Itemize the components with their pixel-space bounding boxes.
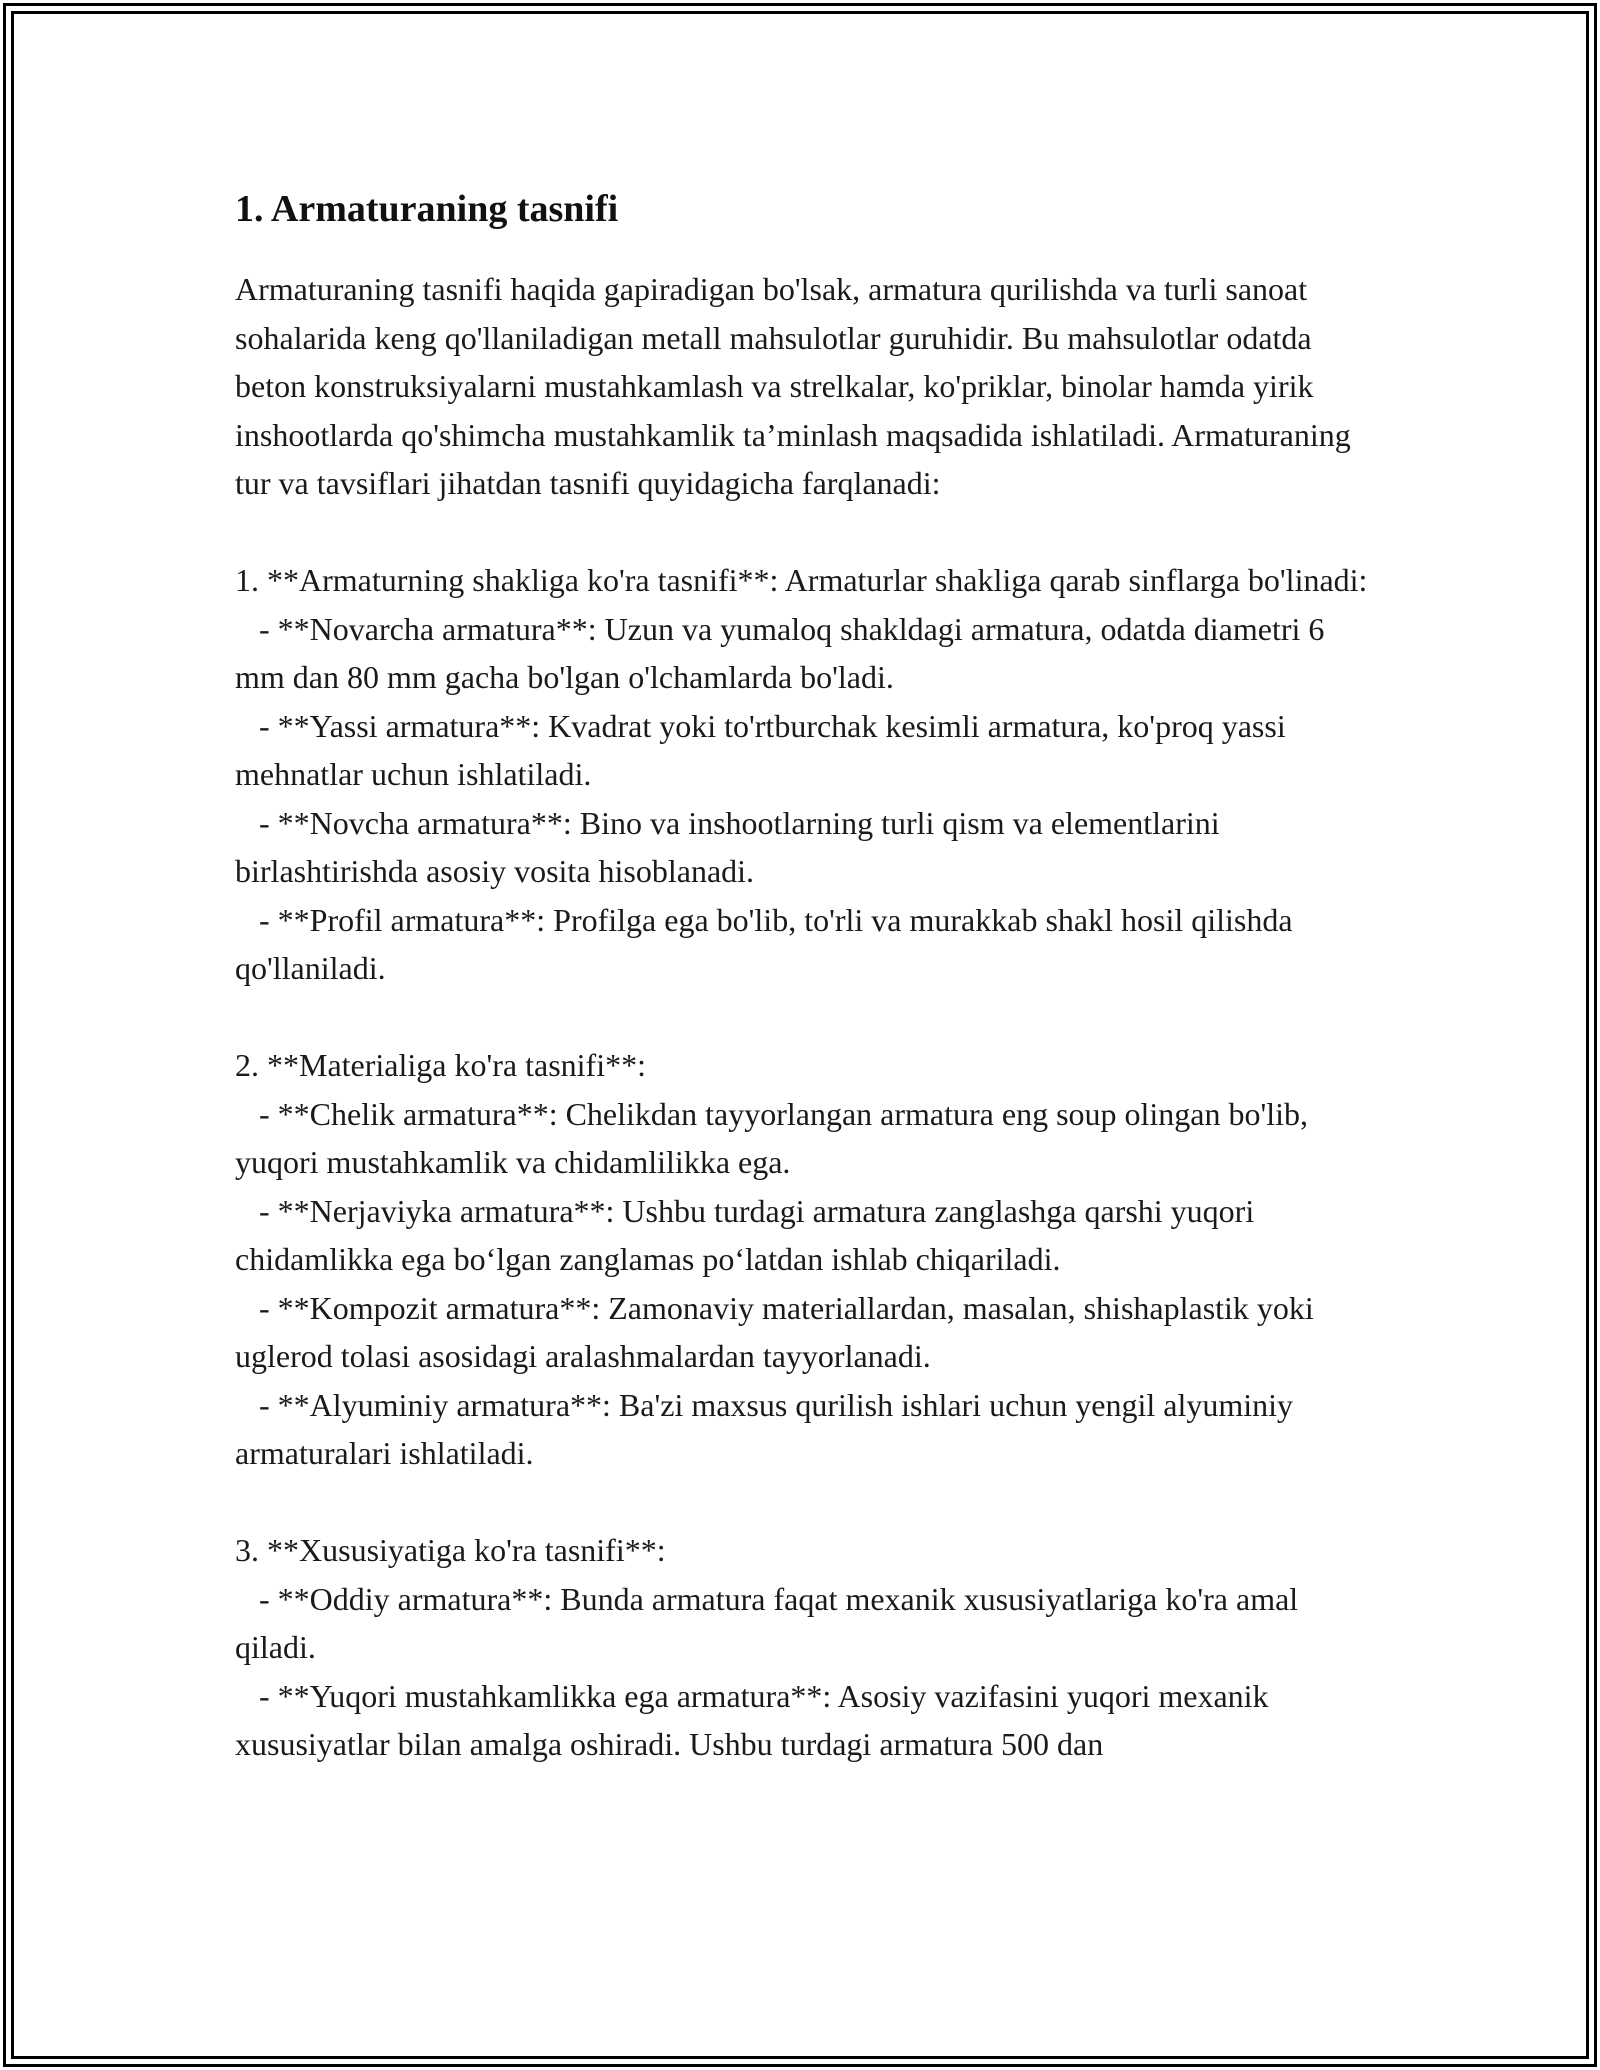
section-2-item: - **Nerjaviyka armatura**: Ushbu turdagi armatura zanglashga qarshi yuqori chidamlikka ega bo‘lgan zanglamas po‘latdan ishlab chiqariladi.: [235, 1192, 1263, 1277]
section-3-item: - **Yuqori mustahkamlikka ega armatura**: Asosiy vazifasini yuqori mexanik xususiyatlar bilan amalga oshiradi. Ushbu turdagi armatura 500 dan: [235, 1677, 1277, 1762]
spacer: [235, 1478, 1375, 1527]
section-2-heading: 2. **Materialiga ko'ra tasnifi**:: [235, 1047, 646, 1083]
section-2-item: - **Chelik armatura**: Chelikdan tayyorlangan armatura eng soup olingan bo'lib, yuqori mustahkamlik va chidamlilikka ega.: [235, 1095, 1317, 1180]
section-1-item: - **Yassi armatura**: Kvadrat yoki to'rtburchak kesimli armatura, ko'proq yassi mehnatlar uchun ishlatiladi.: [235, 707, 1294, 792]
section-1-item: - **Profil armatura**: Profilga ega bo'lib, to'rli va murakkab shakl hosil qilishda qo'llaniladi.: [235, 901, 1301, 986]
section-title: 1. Armaturaning tasnifi: [235, 188, 619, 230]
section-2-item: - **Kompozit armatura**: Zamonaviy materiallardan, masalan, shishaplastik yoki uglerod tolasi asosidagi aralashmalardan tayyorlanadi.: [235, 1289, 1322, 1374]
section-3-heading: 3. **Xususiyatiga ko'ra tasnifi**:: [235, 1532, 666, 1568]
section-1-heading: 1. **Armaturning shakliga ko'ra tasnifi**: Armaturlar shakliga qarab sinflarga bo'linadi:: [235, 562, 1368, 598]
section-3-item: - **Oddiy armatura**: Bunda armatura faqat mexanik xususiyatlariga ko'ra amal qiladi.: [235, 1580, 1307, 1665]
spacer: [235, 993, 1375, 1042]
section-1-item: - **Novcha armatura**: Bino va inshootlarning turli qism va elementlarini birlashtirishda asosiy vosita hisoblanadi.: [235, 804, 1228, 889]
section-1-item: - **Novarcha armatura**: Uzun va yumaloq shakldagi armatura, odatda diametri 6 mm dan 80 mm gacha bo'lgan o'lchamlarda bo'ladi.: [235, 610, 1333, 695]
document-body: [235, 185, 1375, 1769]
section-2-item: - **Alyuminiy armatura**: Ba'zi maxsus qurilish ishlari uchun yengil alyuminiy armaturalari ishlatiladi.: [235, 1386, 1302, 1471]
intro-paragraph: Armaturaning tasnifi haqida gapiradigan bo'lsak, armatura qurilishda va turli sanoat sohalarida keng qo'llaniladigan metall mahsulotlar guruhidir. Bu mahsulotlar odatda beton konstruksiyalarni mustahkamlash va strelkalar, ko'priklar, binolar hamda yirik inshootlarda qo'shimcha mustahkamlik ta’minlash maqsadida ishlatiladi. Armaturaning tur va tavsiflari jihatdan tasnifi quyidagicha farqlanadi:: [235, 271, 1359, 501]
spacer: [235, 508, 1375, 557]
